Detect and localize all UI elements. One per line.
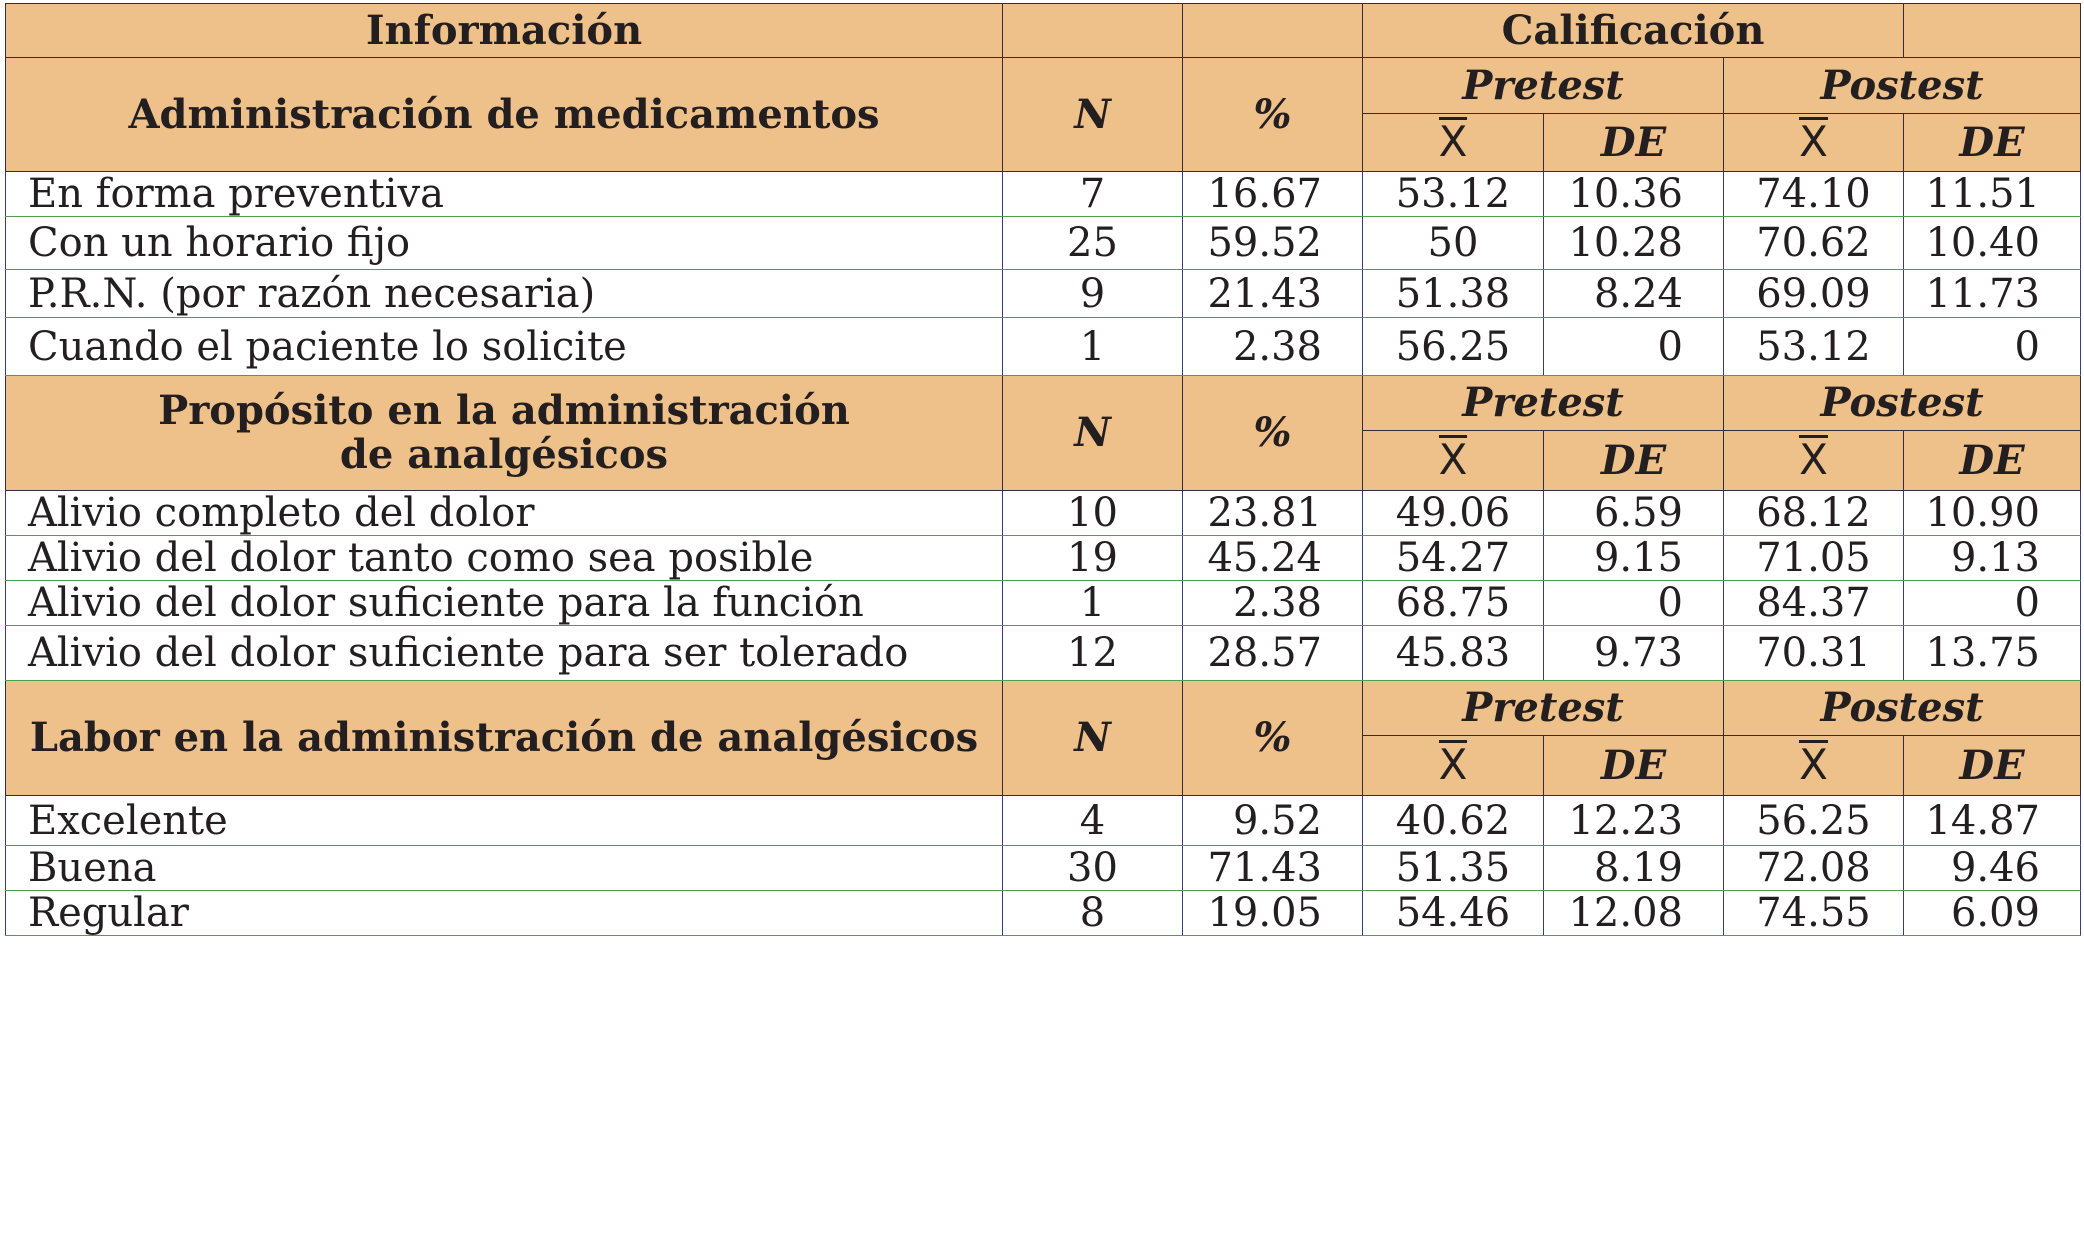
table-row xyxy=(6,491,2081,536)
row-label: Alivio del dolor suficiente para la función xyxy=(6,581,1003,626)
x-bar-symbol: X xyxy=(1799,435,1828,485)
postest-mean-header xyxy=(1724,736,1904,796)
pretest-header: Pretest xyxy=(1363,58,1724,114)
pretest-de-header: DE xyxy=(1544,431,1724,491)
pretest-mean-value: 51.38 xyxy=(1363,270,1544,318)
percent-value: 71.43 xyxy=(1183,846,1363,891)
table-row xyxy=(6,172,2081,217)
pretest-de-value: 0 xyxy=(1544,318,1724,376)
postest-mean-value: 56.25 xyxy=(1724,796,1904,846)
postest-header: Postest xyxy=(1724,681,2081,736)
postest-mean-value: 69.09 xyxy=(1724,270,1904,318)
percent-column-header: % xyxy=(1183,58,1363,172)
percent-column-header: % xyxy=(1183,376,1363,491)
calificacion-header: Calificación xyxy=(1363,4,1904,58)
pretest-de-header: DE xyxy=(1544,736,1724,796)
percent-value: 9.52 xyxy=(1183,796,1363,846)
postest-mean-value: 70.62 xyxy=(1724,217,1904,270)
pretest-mean-value: 54.27 xyxy=(1363,536,1544,581)
n-value: 25 xyxy=(1003,217,1183,270)
pretest-de-value: 12.08 xyxy=(1544,891,1724,936)
pretest-de-value: 9.15 xyxy=(1544,536,1724,581)
postest-header: Postest xyxy=(1724,58,2081,114)
postest-mean-value: 74.10 xyxy=(1724,172,1904,217)
pretest-mean-header xyxy=(1363,431,1544,491)
pretest-de-value: 12.23 xyxy=(1544,796,1724,846)
postest-mean-value: 68.12 xyxy=(1724,491,1904,536)
n-value: 19 xyxy=(1003,536,1183,581)
postest-de-value: 11.73 xyxy=(1904,270,2081,318)
postest-mean-value: 74.55 xyxy=(1724,891,1904,936)
postest-de-header: DE xyxy=(1904,736,2081,796)
table-row xyxy=(6,796,2081,846)
table-row xyxy=(6,536,2081,581)
row-label: P.R.N. (por razón necesaria) xyxy=(6,270,1003,318)
postest-mean-value: 53.12 xyxy=(1724,318,1904,376)
row-label: Buena xyxy=(6,846,1003,891)
data-table xyxy=(5,3,2081,936)
pretest-de-value: 10.36 xyxy=(1544,172,1724,217)
table-row xyxy=(6,217,2081,270)
percent-value: 45.24 xyxy=(1183,536,1363,581)
row-label: Excelente xyxy=(6,796,1003,846)
n-value: 1 xyxy=(1003,581,1183,626)
row-label: Cuando el paciente lo solicite xyxy=(6,318,1003,376)
postest-de-value: 9.46 xyxy=(1904,846,2081,891)
top-header-row xyxy=(6,4,2081,58)
pretest-mean-value: 50 xyxy=(1363,217,1544,270)
percent-column-header: % xyxy=(1183,681,1363,796)
pretest-de-value: 0 xyxy=(1544,581,1724,626)
postest-de-value: 0 xyxy=(1904,318,2081,376)
pretest-header: Pretest xyxy=(1363,376,1724,431)
pretest-mean-value: 56.25 xyxy=(1363,318,1544,376)
n-column-header: N xyxy=(1003,376,1183,491)
pretest-mean-header xyxy=(1363,114,1544,172)
table-row xyxy=(6,581,2081,626)
postest-de-value: 10.90 xyxy=(1904,491,2081,536)
n-value: 30 xyxy=(1003,846,1183,891)
section-title: Labor en la administración de analgésicos xyxy=(6,681,1003,796)
postest-header: Postest xyxy=(1724,376,2081,431)
pretest-de-value: 6.59 xyxy=(1544,491,1724,536)
section-header-row xyxy=(6,58,2081,114)
postest-de-value: 0 xyxy=(1904,581,2081,626)
table-row xyxy=(6,626,2081,681)
pretest-de-value: 8.19 xyxy=(1544,846,1724,891)
postest-mean-value: 72.08 xyxy=(1724,846,1904,891)
pretest-mean-value: 54.46 xyxy=(1363,891,1544,936)
postest-de-value: 9.13 xyxy=(1904,536,2081,581)
x-bar-symbol: X xyxy=(1438,435,1468,485)
n-value: 7 xyxy=(1003,172,1183,217)
postest-mean-value: 71.05 xyxy=(1724,536,1904,581)
percent-value: 59.52 xyxy=(1183,217,1363,270)
x-bar-symbol: X xyxy=(1438,740,1468,790)
empty-header-cell xyxy=(1904,4,2081,58)
section-title: Propósito en la administración de analgésicos xyxy=(6,376,1003,491)
table-row xyxy=(6,318,2081,376)
percent-value: 2.38 xyxy=(1183,581,1363,626)
row-label: Con un horario fijo xyxy=(6,217,1003,270)
row-label: Alivio del dolor suficiente para ser tolerado xyxy=(6,626,1003,681)
pretest-de-value: 10.28 xyxy=(1544,217,1724,270)
table-row xyxy=(6,891,2081,936)
section-title: Administración de medicamentos xyxy=(6,58,1003,172)
empty-header-cell xyxy=(1183,4,1363,58)
postest-de-header: DE xyxy=(1904,114,2081,172)
x-bar-symbol: X xyxy=(1438,117,1468,167)
row-label: Alivio del dolor tanto como sea posible xyxy=(6,536,1003,581)
postest-mean-header xyxy=(1724,431,1904,491)
postest-de-value: 10.40 xyxy=(1904,217,2081,270)
postest-de-value: 6.09 xyxy=(1904,891,2081,936)
n-column-header: N xyxy=(1003,681,1183,796)
empty-header-cell xyxy=(1003,4,1183,58)
n-value: 9 xyxy=(1003,270,1183,318)
row-label: En forma preventiva xyxy=(6,172,1003,217)
pretest-mean-value: 68.75 xyxy=(1363,581,1544,626)
x-bar-symbol: X xyxy=(1799,740,1828,790)
n-value: 8 xyxy=(1003,891,1183,936)
section-header-row xyxy=(6,376,2081,431)
postest-de-value: 14.87 xyxy=(1904,796,2081,846)
percent-value: 21.43 xyxy=(1183,270,1363,318)
table-row xyxy=(6,270,2081,318)
n-value: 4 xyxy=(1003,796,1183,846)
percent-value: 28.57 xyxy=(1183,626,1363,681)
pretest-mean-value: 53.12 xyxy=(1363,172,1544,217)
postest-mean-header xyxy=(1724,114,1904,172)
percent-value: 16.67 xyxy=(1183,172,1363,217)
postest-de-value: 11.51 xyxy=(1904,172,2081,217)
row-label: Regular xyxy=(6,891,1003,936)
n-value: 1 xyxy=(1003,318,1183,376)
pretest-mean-value: 40.62 xyxy=(1363,796,1544,846)
pretest-header: Pretest xyxy=(1363,681,1724,736)
pretest-mean-value: 49.06 xyxy=(1363,491,1544,536)
percent-value: 2.38 xyxy=(1183,318,1363,376)
row-label: Alivio completo del dolor xyxy=(6,491,1003,536)
percent-value: 19.05 xyxy=(1183,891,1363,936)
x-bar-symbol: X xyxy=(1799,117,1828,167)
postest-mean-value: 70.31 xyxy=(1724,626,1904,681)
pretest-de-header: DE xyxy=(1544,114,1724,172)
pretest-mean-value: 45.83 xyxy=(1363,626,1544,681)
section-header-row xyxy=(6,681,2081,736)
table-row xyxy=(6,846,2081,891)
postest-de-value: 13.75 xyxy=(1904,626,2081,681)
n-value: 12 xyxy=(1003,626,1183,681)
postest-mean-value: 84.37 xyxy=(1724,581,1904,626)
informacion-header: Información xyxy=(6,4,1003,58)
postest-de-header: DE xyxy=(1904,431,2081,491)
percent-value: 23.81 xyxy=(1183,491,1363,536)
n-column-header: N xyxy=(1003,58,1183,172)
n-value: 10 xyxy=(1003,491,1183,536)
pretest-mean-header xyxy=(1363,736,1544,796)
pretest-de-value: 8.24 xyxy=(1544,270,1724,318)
pretest-de-value: 9.73 xyxy=(1544,626,1724,681)
pretest-mean-value: 51.35 xyxy=(1363,846,1544,891)
